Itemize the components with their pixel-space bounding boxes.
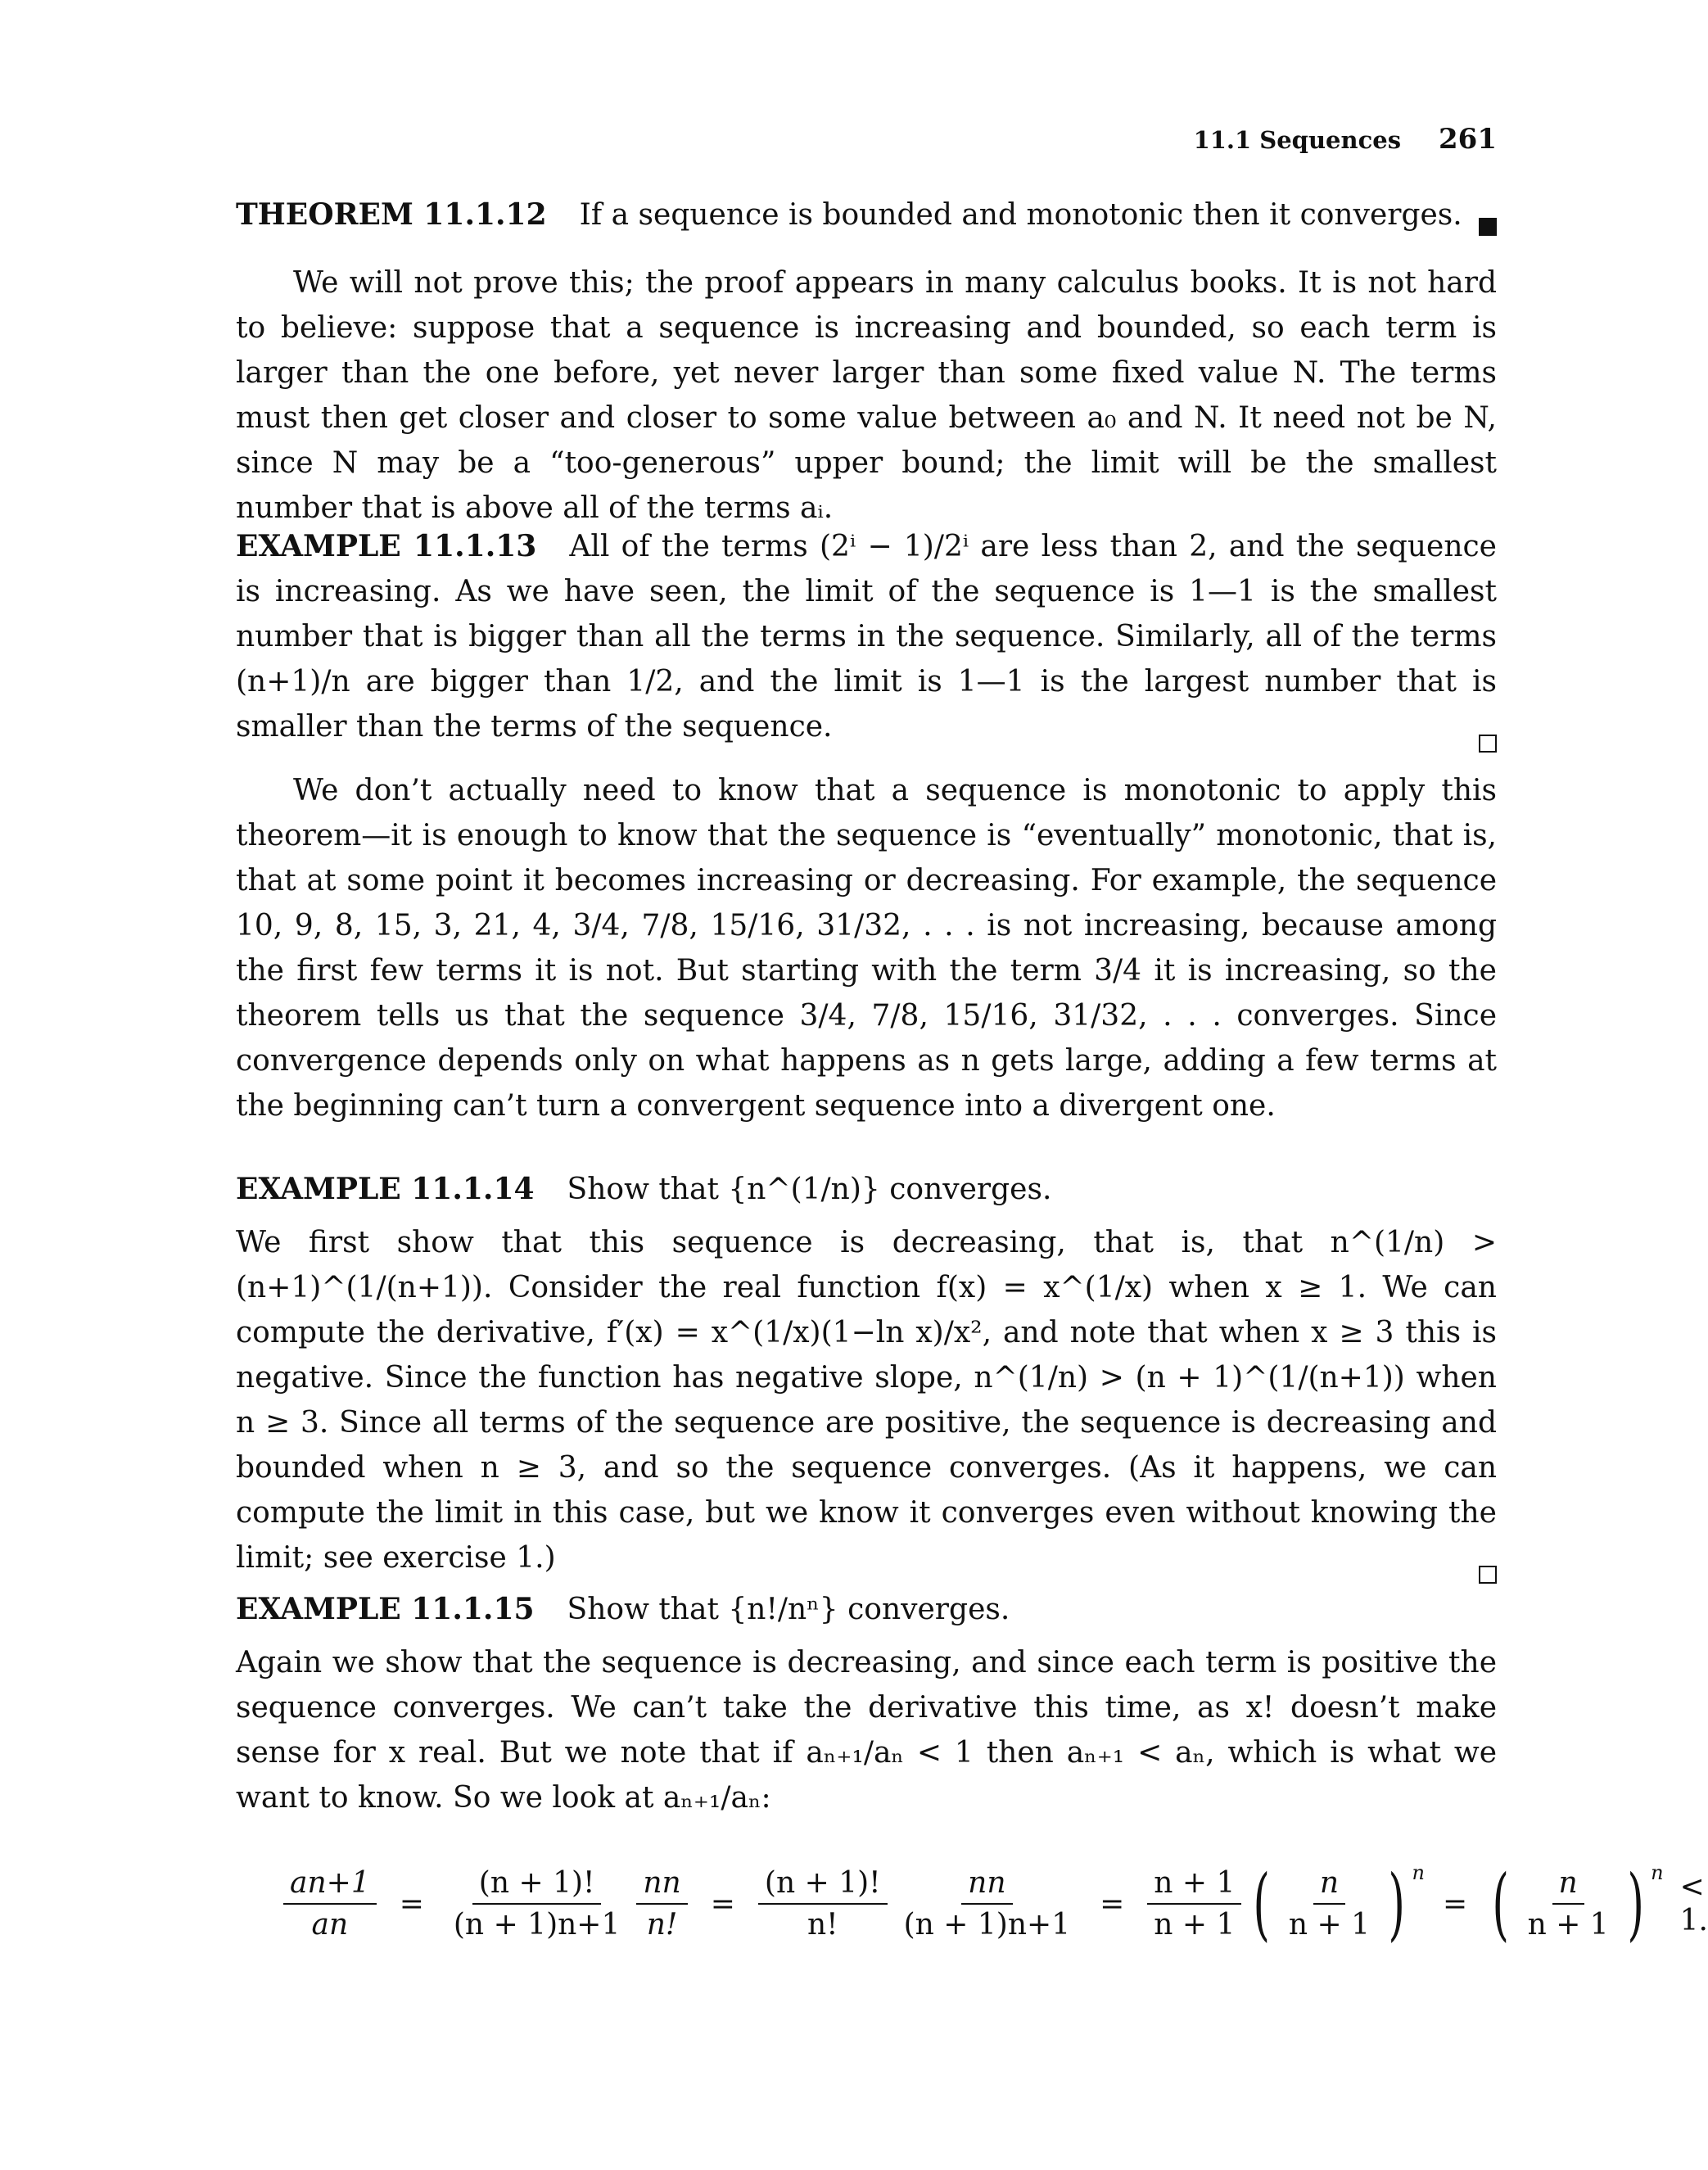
fraction-5 — [1147, 1866, 1241, 1942]
example-11-1-14 — [236, 1167, 1497, 1595]
example-11-1-13 — [236, 524, 1497, 764]
fraction-lhs — [283, 1866, 377, 1942]
example-15-text: Show that {n!/nⁿ} converges. — [567, 1593, 1010, 1626]
eq-f3-den: n! — [807, 1908, 838, 1942]
fraction-4 — [897, 1866, 1077, 1942]
eq-f4-den: (n + 1)n+1 — [903, 1908, 1071, 1942]
eq-f3-num: (n + 1)! — [764, 1866, 881, 1900]
example-13-label: EXAMPLE 11.1.13 — [236, 529, 537, 563]
fraction-7 — [1521, 1866, 1615, 1942]
eq-f4-num: nn — [968, 1866, 1006, 1900]
end-proof-mark-icon — [1479, 204, 1497, 249]
eq-result: < 1. — [1679, 1870, 1708, 1937]
theorem-block — [236, 192, 1497, 249]
paragraph-2-text: We don’t actually need to know that a sequence is monotonic to apply this theorem—it is enough to know that the sequence is “eventually” monotonic, that is, that at some point it becomes increasing or decreasing. For example, the sequence 10, 9, 8, 15, 3, 21, 4, 3/4, 7/8, 15/16, 31/32, . . . is not increasing, because among the first few terms it is not. But starting with the term 3/4 it is increasing, so the theorem tells us that the sequence 3/4, 7/8, 15/16, 31/32, . . . converges. Since convergence depends only on what happens as n gets large, adding a few terms at the beginning can’t turn a convergent sequence into a divergent one. — [236, 774, 1497, 1123]
example-15-label: EXAMPLE 11.1.15 — [236, 1592, 535, 1626]
theorem-text: If a sequence is bounded and monotonic then it converges. — [579, 198, 1462, 232]
left-paren-icon: ( — [1253, 1858, 1271, 1950]
eq-f1-den: (n + 1)n+1 — [453, 1908, 621, 1942]
eq-f6-den: n + 1 — [1288, 1908, 1371, 1942]
end-example-mark-icon — [1479, 719, 1497, 764]
fraction-1 — [447, 1866, 626, 1942]
power-n: n — [1651, 1861, 1664, 1884]
example-14-body: We first show that this sequence is decreasing, that is, that n^(1/n) > (n+1)^(1/(n+1)). Consider the real function f(x) = x^(1/x) when x ≥ 1. We can compute the derivative, f′(x) = x^(1/x)(1−ln x)/x², and note that when x ≥ 3 this is negative. Since the function has negative slope, n^(1/n) > (n + 1)^(1/(n+1)) when n ≥ 3. Since all terms of the sequence are positive, the sequence is decreasing and bounded when n ≥ 3, and so the sequence converges. (As it happens, we can compute the limit in this case, but we know it converges even without knowing the limit; see exercise 1.) — [236, 1226, 1497, 1575]
left-paren-icon: ( — [1492, 1858, 1510, 1950]
theorem-label: THEOREM 11.1.12 — [236, 197, 547, 232]
eq-lhs-den: an — [311, 1908, 349, 1942]
fraction-6 — [1282, 1866, 1376, 1942]
eq-f2-den: n! — [646, 1908, 678, 1942]
eq-f1-num: (n + 1)! — [478, 1866, 595, 1900]
display-equation: $\frac{an+1}{an}$ = $\frac{(n + 1)!}{(n + 1)n+1}$ $\frac{nn}{n!}$ = $\frac{(n + 1)!}{n!}$ $\frac{nn}{(n + 1)n+1}$ = $\frac{n + 1}{n + 1}$ ( $\frac{n}{n + 1}$ ) n = ( $\frac{n}{n + 1}$ ) n < 1. — [278, 1847, 1507, 1961]
power-n: n — [1412, 1861, 1425, 1884]
paragraph-1 — [236, 260, 1497, 531]
example-14-label: EXAMPLE 11.1.14 — [236, 1172, 535, 1206]
right-paren-icon: ) — [1388, 1858, 1406, 1950]
eq-f5-den: n + 1 — [1154, 1908, 1236, 1942]
example-15-body: Again we show that the sequence is decreasing, and since each term is positive the sequence converges. We can’t take the derivative this time, as x! doesn’t make sense for x real. But we note that if aₙ₊₁/aₙ < 1 then aₙ₊₁ < aₙ, which is what we want to know. So we look at aₙ₊₁/aₙ: — [236, 1646, 1497, 1815]
eq-f2-num: nn — [643, 1866, 681, 1900]
example-14-text: Show that {n^(1/n)} converges. — [567, 1173, 1052, 1206]
fraction-3 — [758, 1866, 888, 1942]
paragraph-2 — [236, 768, 1497, 1128]
section-title: 11.1 Sequences — [1193, 126, 1402, 154]
fraction-2 — [636, 1866, 687, 1942]
example-13-text: All of the terms (2ⁱ − 1)/2ⁱ are less than 2, and the sequence is increasing. As we have seen, the limit of the sequence is 1—1 is the smallest number that is bigger than all the terms in the sequence. Similarly, all of the terms (n+1)/n are bigger than 1/2, and the limit is 1—1 is the largest number that is smaller than the terms of the sequence. — [236, 530, 1497, 744]
eq-lhs-num: an+1 — [290, 1866, 370, 1900]
example-11-1-15 — [236, 1587, 1497, 1820]
paragraph-1-text: We will not prove this; the proof appears in many calculus books. It is not hard to believe: suppose that a sequence is increasing and bounded, so each term is larger than the one before, yet never larger than some fixed value N. The terms must then get closer and closer to some value between a₀ and N. It need not be N, since N may be a “too-generous” upper bound; the limit will be the smallest number that is above all of the terms aᵢ. — [236, 266, 1497, 525]
right-paren-icon: ) — [1627, 1858, 1644, 1950]
eq-f7-num: n — [1558, 1866, 1578, 1900]
running-header — [236, 123, 1497, 164]
page-number: 261 — [1439, 123, 1497, 156]
eq-f7-den: n + 1 — [1527, 1908, 1609, 1942]
eq-f6-num: n — [1319, 1866, 1340, 1900]
eq-f5-num: n + 1 — [1154, 1866, 1236, 1900]
